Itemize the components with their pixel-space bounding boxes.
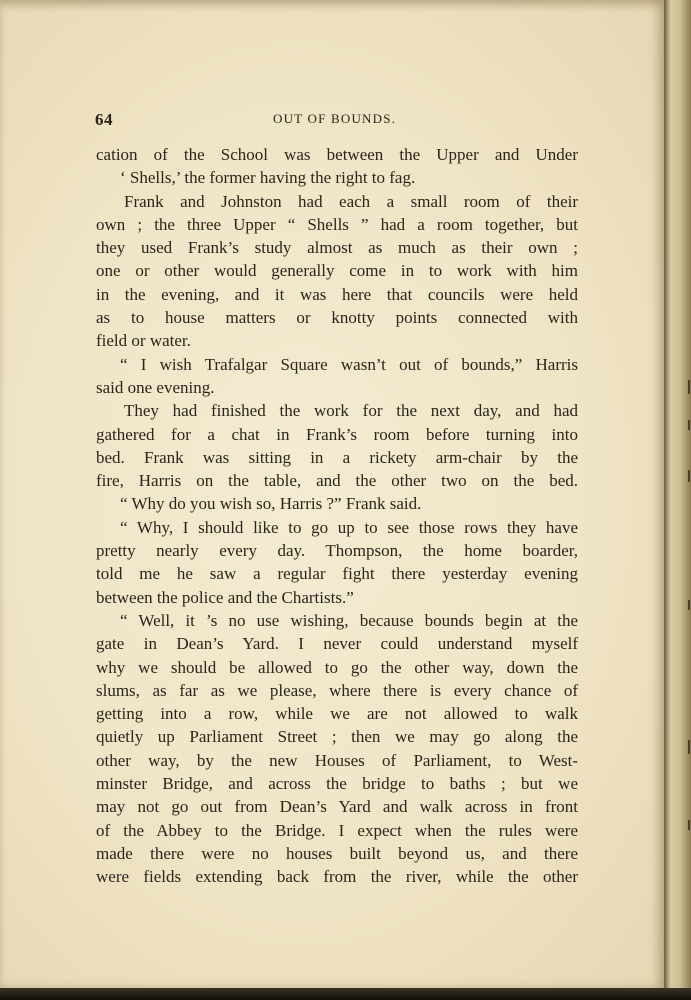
text-line: gathered for a chat in Frank’s room before turning into	[96, 424, 578, 444]
text-line: ‘ Shells,’ the former having the right to fag.	[120, 168, 416, 188]
text-line: quietly up Parliament Street ; then we may go along the	[96, 727, 578, 747]
page-number: 64	[95, 110, 113, 129]
text-line: they used Frank’s study almost as much as their own ;	[96, 238, 578, 258]
text-line: own ; the three Upper “ Shells ” had a room together, but	[96, 214, 578, 234]
edge-mark	[688, 470, 690, 482]
text-line: They had finished the work for the next day, and had	[124, 401, 578, 421]
text-line: between the police and the Chartists.”	[96, 587, 354, 607]
text-line: Frank and Johnston had each a small room of their	[124, 191, 578, 211]
text-line: cation of the School was between the Upper and Under	[96, 145, 578, 164]
text-line: made there were no houses built beyond us, and there	[96, 843, 578, 863]
text-line: told me he saw a regular fight there yesterday evening	[96, 564, 578, 584]
edge-mark	[688, 740, 690, 754]
text-line: “ Well, it ’s no use wishing, because bounds begin at the	[120, 610, 578, 630]
edge-mark	[688, 380, 690, 394]
text-line: were fields extending back from the river, while the other	[96, 867, 578, 887]
text-line: bed. Frank was sitting in a rickety arm-chair by the	[96, 447, 578, 467]
text-line: other way, by the new Houses of Parliament, to West-	[96, 750, 578, 770]
text-line: as to house matters or knotty points connected with	[96, 308, 578, 328]
text-line: fire, Harris on the table, and the other two on the bed.	[96, 471, 578, 491]
text-line: getting into a row, while we are not allowed to walk	[96, 704, 578, 724]
text-line: gate in Dean’s Yard. I never could understand myself	[96, 634, 578, 654]
text-line: in the evening, and it was here that councils were held	[96, 284, 578, 304]
text-line: field or water.	[96, 331, 191, 351]
body-text	[96, 143, 578, 889]
text-line: may not go out from Dean’s Yard and walk across in front	[96, 797, 578, 817]
text-line: “ Why do you wish so, Harris ?” Frank said.	[120, 494, 422, 514]
text-line: minster Bridge, and across the bridge to baths ; but we	[96, 774, 578, 794]
text-line: “ Why, I should like to go up to see those rows they have	[120, 517, 578, 537]
book-fore-edge	[664, 0, 691, 1000]
text-line: said one evening.	[96, 377, 215, 397]
edge-mark	[688, 820, 690, 830]
edge-mark	[688, 600, 690, 610]
book-bottom-edge	[0, 988, 691, 1000]
running-title: OUT OF BOUNDS.	[273, 111, 397, 126]
text-line: slums, as far as we please, where there is every chance of	[96, 680, 578, 700]
text-line: pretty nearly every day. Thompson, the home boarder,	[96, 541, 578, 561]
text-line: of the Abbey to the Bridge. I expect when the rules were	[96, 820, 578, 840]
text-line: one or other would generally come in to work with him	[96, 261, 578, 281]
text-line: why we should be allowed to go the other way, down the	[96, 657, 578, 677]
edge-mark	[688, 420, 690, 430]
text-line: “ I wish Trafalgar Square wasn’t out of bounds,” Harris	[120, 354, 578, 374]
